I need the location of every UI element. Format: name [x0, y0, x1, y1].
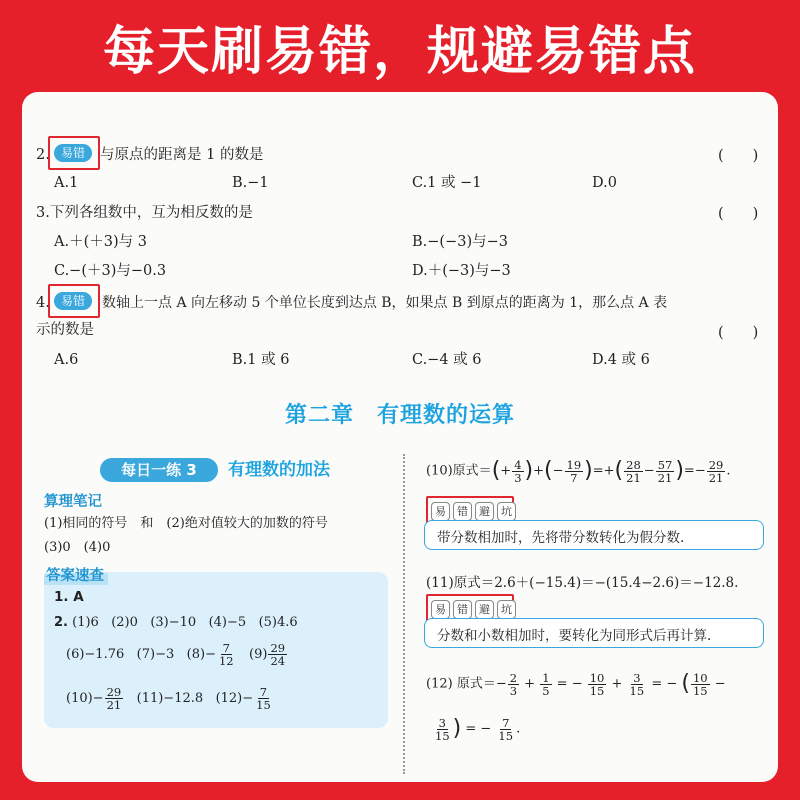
promo-banner	[0, 0, 800, 92]
pit-char: 易	[431, 502, 450, 521]
fraction: $\frac{28}{21}$	[626, 457, 641, 485]
fraction: $\frac{57}{21}$	[657, 457, 673, 485]
q2-option-d: D.0	[592, 175, 617, 191]
solution-12-prefix: (12) 原式＝−	[426, 676, 507, 692]
q4-option-b: B.1 或 6	[232, 352, 290, 368]
pit2-box	[424, 618, 764, 648]
q4-error-tag: 易错	[54, 292, 92, 310]
pit-char: 避	[475, 600, 494, 619]
fraction: $\frac{4}{3}$	[514, 457, 522, 485]
q3-text: 3.下列各组数中，互为相反数的是	[36, 205, 253, 221]
column-divider	[403, 454, 405, 774]
fraction: $\frac{29}{21}$	[106, 685, 122, 712]
fraction: $\frac{7}{15}$	[498, 715, 514, 743]
answer-2-3: (3)−10	[150, 615, 197, 630]
q3-option-c: C.−(＋3)与−0.3	[54, 263, 167, 279]
fraction: $\frac{19}{7}$	[566, 457, 582, 485]
fraction: $\frac{3}{15}$	[629, 670, 645, 698]
notes-line1: (1)相同的符号 和 (2)绝对值较大的加数的符号	[44, 516, 328, 531]
pit2-label	[431, 600, 516, 619]
answer-2-4: (4)−5	[208, 615, 247, 630]
pit1-label	[431, 502, 516, 521]
answer-2-row1	[54, 614, 298, 632]
solution-10-prefix: (10)原式＝	[426, 463, 492, 479]
pit1-text: 带分数相加时，先将带分数转化为假分数.	[437, 530, 685, 546]
fraction: $\frac{2}{3}$	[509, 670, 518, 698]
answer-2-2: (2)0	[111, 615, 138, 630]
q4-text-line1: 数轴上一点 A 向左移动 5 个单位长度到达点 B，如果点 B 到原点的距离为 1，那么点 A 表	[102, 295, 668, 311]
fraction: $\frac{1}{5}$	[542, 670, 550, 698]
answer-1: 1. A	[54, 589, 84, 605]
answer-2-10: (10)−	[66, 691, 104, 706]
q2-number: 2.	[36, 147, 50, 163]
solution-12-line2: $\frac{3}{15}$ ) = − $\frac{7}{15}$ .	[435, 715, 521, 743]
fraction: $\frac{7}{15}$	[256, 685, 271, 712]
q3-option-a: A.＋(＋3)与 3	[54, 234, 147, 250]
q3-option-d: D.＋(−3)与−3	[412, 263, 511, 279]
daily-practice-pill: 每日一练 3	[100, 458, 218, 482]
q3-option-b: B.−(−3)与−3	[412, 234, 508, 250]
q4-option-d: D.4 或 6	[592, 352, 650, 368]
q4-text-line2: 示的数是	[36, 322, 94, 338]
answer-2-11: (11)−12.8	[136, 691, 204, 706]
solution-10: (10)原式＝(+ $\frac{4}{3}$ )+(− $\frac{19}{7}$ )=+( $\frac{28}{21}$ − $\frac{57}{21}$ )=− $\frac{29}{21}$ .	[426, 457, 731, 485]
pit-char: 错	[453, 502, 472, 521]
pit-char: 坑	[497, 502, 516, 521]
answer-2-row2	[66, 640, 288, 670]
q2-text: 与原点的距离是 1 的数是	[100, 147, 264, 163]
q2-option-a: A.1	[54, 175, 79, 191]
answer-2-5: (5)4.6	[258, 615, 298, 630]
solution-11: (11)原式＝2.6＋(−15.4)＝−(15.4−2.6)＝−12.8.	[426, 575, 739, 591]
answer-2-9: (9)	[249, 647, 268, 662]
fraction: $\frac{3}{15}$	[435, 715, 450, 743]
notes-heading: 算理笔记	[44, 494, 102, 510]
notes-line2: (3)0 (4)0	[44, 540, 111, 555]
banner-title: 每天刷易错，规避易错点	[102, 21, 697, 82]
pit-char: 错	[453, 600, 472, 619]
fraction: $\frac{7}{12}$	[218, 641, 234, 668]
daily-practice-title: 有理数的加法	[228, 460, 330, 480]
q2-error-tag: 易错	[54, 144, 92, 162]
fraction: $\frac{10}{15}$	[692, 670, 708, 698]
q4-option-c: C.−4 或 6	[412, 352, 482, 368]
answer-2-8: (8)−	[186, 647, 216, 662]
fraction: $\frac{29}{24}$	[270, 641, 286, 668]
pit-char: 易	[431, 600, 450, 619]
answer-2-1: (1)6	[72, 615, 99, 630]
q4-option-a: A.6	[54, 352, 79, 368]
q2-answer-paren: ( )	[718, 148, 759, 164]
pit1-box	[424, 520, 764, 550]
fraction: $\frac{29}{21}$	[708, 457, 724, 485]
answer-2-row3	[66, 684, 274, 714]
answer-2-12: (12)−	[215, 691, 254, 706]
q4-answer-paren: ( )	[718, 325, 759, 341]
chapter-title: 第二章 有理数的运算	[284, 403, 515, 428]
pit-char: 坑	[497, 600, 516, 619]
q2-option-c: C.1 或 −1	[412, 175, 482, 191]
solution-12-line1: (12) 原式＝− $\frac{2}{3}$ + $\frac{1}{5}$ = − $\frac{10}{15}$ + $\frac{3}{15}$ = − ( $\frac{10}{15}$ −	[426, 670, 726, 698]
pit2-text: 分数和小数相加时，要转化为同形式后再计算.	[437, 628, 712, 644]
book-page	[22, 92, 778, 782]
q2-option-b: B.−1	[232, 175, 269, 191]
answer-2-7: (7)−3	[136, 647, 175, 662]
answers-heading: 答案速查	[44, 564, 108, 585]
answer-2-6: (6)−1.76	[66, 647, 125, 662]
q3-answer-paren: ( )	[718, 206, 759, 222]
fraction: $\frac{10}{15}$	[589, 670, 605, 698]
answer-2-prefix: 2.	[54, 615, 68, 630]
pit-char: 避	[475, 502, 494, 521]
q4-number: 4.	[36, 295, 50, 311]
